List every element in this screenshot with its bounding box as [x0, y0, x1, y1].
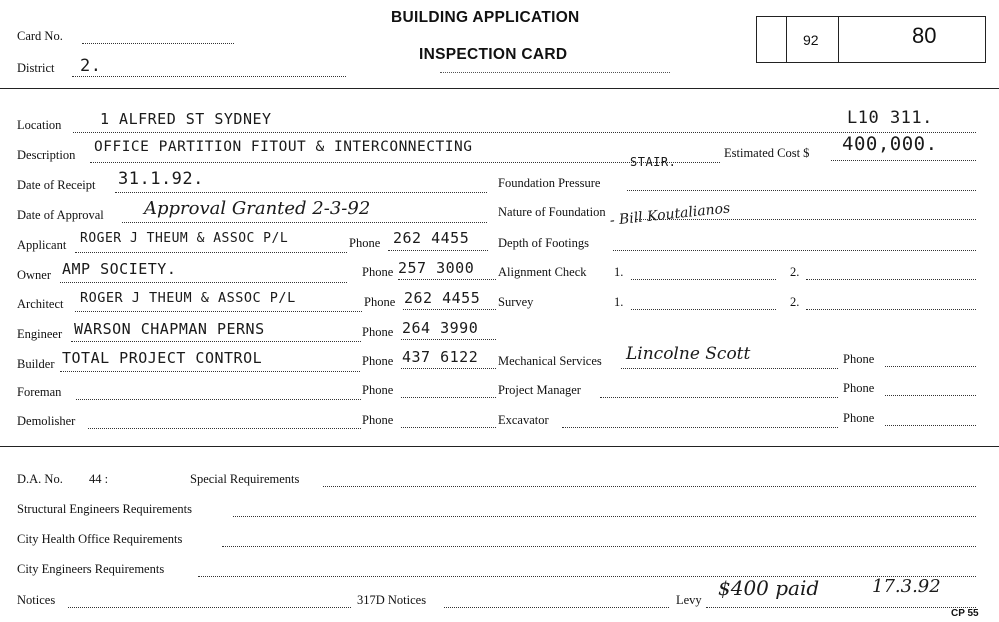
demolisher-phone-line[interactable] — [401, 427, 496, 428]
applicant-phone-line[interactable] — [388, 250, 488, 251]
title-building-application: BUILDING APPLICATION — [391, 9, 580, 26]
owner-label: Owner — [17, 268, 52, 282]
structural-requirements-line[interactable] — [233, 516, 976, 517]
project-manager-line[interactable] — [600, 397, 838, 398]
nature-of-foundation-label: Nature of Foundation — [498, 205, 606, 219]
header-divider — [0, 88, 999, 89]
notices-317d-line[interactable] — [444, 607, 669, 608]
architect-label: Architect — [17, 297, 64, 311]
survey-1-label: 1. — [614, 295, 624, 309]
date-of-receipt-label: Date of Receipt — [17, 178, 96, 192]
estimated-cost-label: Estimated Cost $ — [724, 146, 810, 160]
applicant-phone-label: Phone — [349, 236, 381, 250]
builder-phone-line[interactable] — [401, 368, 496, 369]
special-requirements-label: Special Requirements — [190, 472, 300, 486]
builder-phone: 437 6122 — [402, 348, 479, 366]
architect-phone-line[interactable] — [403, 309, 496, 310]
alignment-check-label: Alignment Check — [498, 265, 587, 279]
builder-phone-label: Phone — [362, 354, 394, 368]
foreman-label: Foreman — [17, 385, 62, 399]
estimated-cost-value: 400,000. — [842, 133, 938, 155]
survey-2-line[interactable] — [806, 309, 976, 310]
excavator-label: Excavator — [498, 413, 549, 427]
card-number-box — [756, 16, 986, 63]
alignment-check-2-line[interactable] — [806, 279, 976, 280]
architect-value: ROGER J THEUM & ASSOC P/L — [80, 290, 296, 306]
survey-2-label: 2. — [790, 295, 800, 309]
location-line[interactable] — [73, 132, 976, 133]
nature-of-foundation-note: - Bill Koutalianos — [609, 200, 731, 229]
description-label: Description — [17, 148, 76, 162]
owner-value: AMP SOCIETY. — [62, 260, 177, 278]
estimated-cost-line[interactable] — [831, 160, 976, 161]
district-value: 2. — [80, 56, 102, 76]
notices-line[interactable] — [68, 607, 351, 608]
box-small-value: 92 — [803, 32, 819, 48]
applicant-line[interactable] — [75, 252, 347, 253]
foundation-pressure-label: Foundation Pressure — [498, 176, 601, 190]
location-value: 1 ALFRED ST SYDNEY — [100, 110, 272, 128]
owner-line[interactable] — [60, 282, 347, 283]
project-manager-label: Project Manager — [498, 383, 581, 397]
date-of-receipt-line[interactable] — [115, 192, 487, 193]
description-value-2: STAIR. — [630, 155, 677, 169]
alignment-check-1-line[interactable] — [631, 279, 776, 280]
builder-value: TOTAL PROJECT CONTROL — [62, 349, 263, 367]
builder-line[interactable] — [60, 371, 360, 372]
engineer-line[interactable] — [71, 341, 361, 342]
foreman-phone-line[interactable] — [401, 397, 496, 398]
survey-label: Survey — [498, 295, 534, 309]
description-value: OFFICE PARTITION FITOUT & INTERCONNECTING — [94, 139, 473, 155]
engineers-requirements-line[interactable] — [198, 576, 976, 577]
depth-of-footings-line[interactable] — [613, 250, 976, 251]
architect-phone: 262 4455 — [404, 289, 481, 307]
title-inspection-card: INSPECTION CARD — [419, 46, 568, 63]
district-label: District — [17, 61, 55, 75]
requirements-divider — [0, 446, 999, 447]
project-manager-phone-line[interactable] — [885, 395, 976, 396]
alignment-check-1-label: 1. — [614, 265, 624, 279]
excavator-line[interactable] — [562, 427, 838, 428]
form-code: CP 55 — [951, 608, 979, 619]
levy-value: $400 paid — [718, 576, 820, 600]
applicant-label: Applicant — [17, 238, 67, 252]
applicant-phone: 262 4455 — [393, 229, 470, 247]
notices-label: Notices — [17, 593, 56, 607]
description-line[interactable] — [90, 162, 720, 163]
owner-phone-line[interactable] — [398, 279, 496, 280]
depth-of-footings-label: Depth of Footings — [498, 236, 589, 250]
stray-marks — [440, 72, 670, 73]
foreman-phone-label: Phone — [362, 383, 394, 397]
card-no-line[interactable] — [82, 43, 234, 44]
notices-317d-label: 317D Notices — [357, 593, 427, 607]
levy-line[interactable] — [706, 607, 976, 608]
engineer-label: Engineer — [17, 327, 63, 341]
project-manager-phone-label: Phone — [843, 381, 875, 395]
excavator-phone-line[interactable] — [885, 425, 976, 426]
foreman-line[interactable] — [76, 399, 361, 400]
mechanical-services-phone-label: Phone — [843, 352, 875, 366]
demolisher-phone-label: Phone — [362, 413, 394, 427]
box-divider-2 — [838, 16, 839, 63]
card-no-label: Card No. — [17, 29, 63, 43]
demolisher-line[interactable] — [88, 428, 361, 429]
location-right-value: L10 311. — [847, 108, 933, 128]
special-requirements-line[interactable] — [323, 486, 976, 487]
mechanical-services-label: Mechanical Services — [498, 354, 602, 368]
mechanical-services-value: Lincolne Scott — [626, 344, 751, 364]
location-label: Location — [17, 118, 62, 132]
date-of-approval-label: Date of Approval — [17, 208, 104, 222]
applicant-value: ROGER J THEUM & ASSOC P/L — [80, 231, 289, 246]
date-of-approval-value: Approval Granted 2-3-92 — [144, 198, 371, 219]
builder-label: Builder — [17, 357, 55, 371]
architect-line[interactable] — [75, 311, 362, 312]
mechanical-services-phone-line[interactable] — [885, 366, 976, 367]
health-requirements-line[interactable] — [222, 546, 976, 547]
da-no-label: D.A. No. — [17, 472, 63, 486]
engineer-phone: 264 3990 — [402, 319, 479, 337]
engineers-requirements-label: City Engineers Requirements — [17, 562, 165, 576]
levy-label: Levy — [676, 593, 702, 607]
district-line[interactable] — [72, 76, 346, 77]
date-of-approval-line[interactable] — [122, 222, 487, 223]
excavator-phone-label: Phone — [843, 411, 875, 425]
date-of-receipt-value: 31.1.92. — [118, 169, 204, 189]
owner-phone-label: Phone — [362, 265, 394, 279]
owner-phone: 257 3000 — [398, 259, 475, 277]
foundation-pressure-line[interactable] — [627, 190, 976, 191]
levy-date: 17.3.92 — [872, 576, 941, 597]
engineer-phone-label: Phone — [362, 325, 394, 339]
box-divider-1 — [786, 16, 787, 63]
da-no-value: 44 : — [89, 472, 109, 486]
structural-requirements-label: Structural Engineers Requirements — [17, 502, 192, 516]
architect-phone-label: Phone — [364, 295, 396, 309]
demolisher-label: Demolisher — [17, 414, 76, 428]
survey-1-line[interactable] — [631, 309, 776, 310]
engineer-phone-line[interactable] — [401, 339, 496, 340]
engineer-value: WARSON CHAPMAN PERNS — [74, 320, 265, 338]
mechanical-services-line[interactable] — [621, 368, 838, 369]
box-large-value: 80 — [912, 23, 937, 48]
alignment-check-2-label: 2. — [790, 265, 800, 279]
health-requirements-label: City Health Office Requirements — [17, 532, 183, 546]
